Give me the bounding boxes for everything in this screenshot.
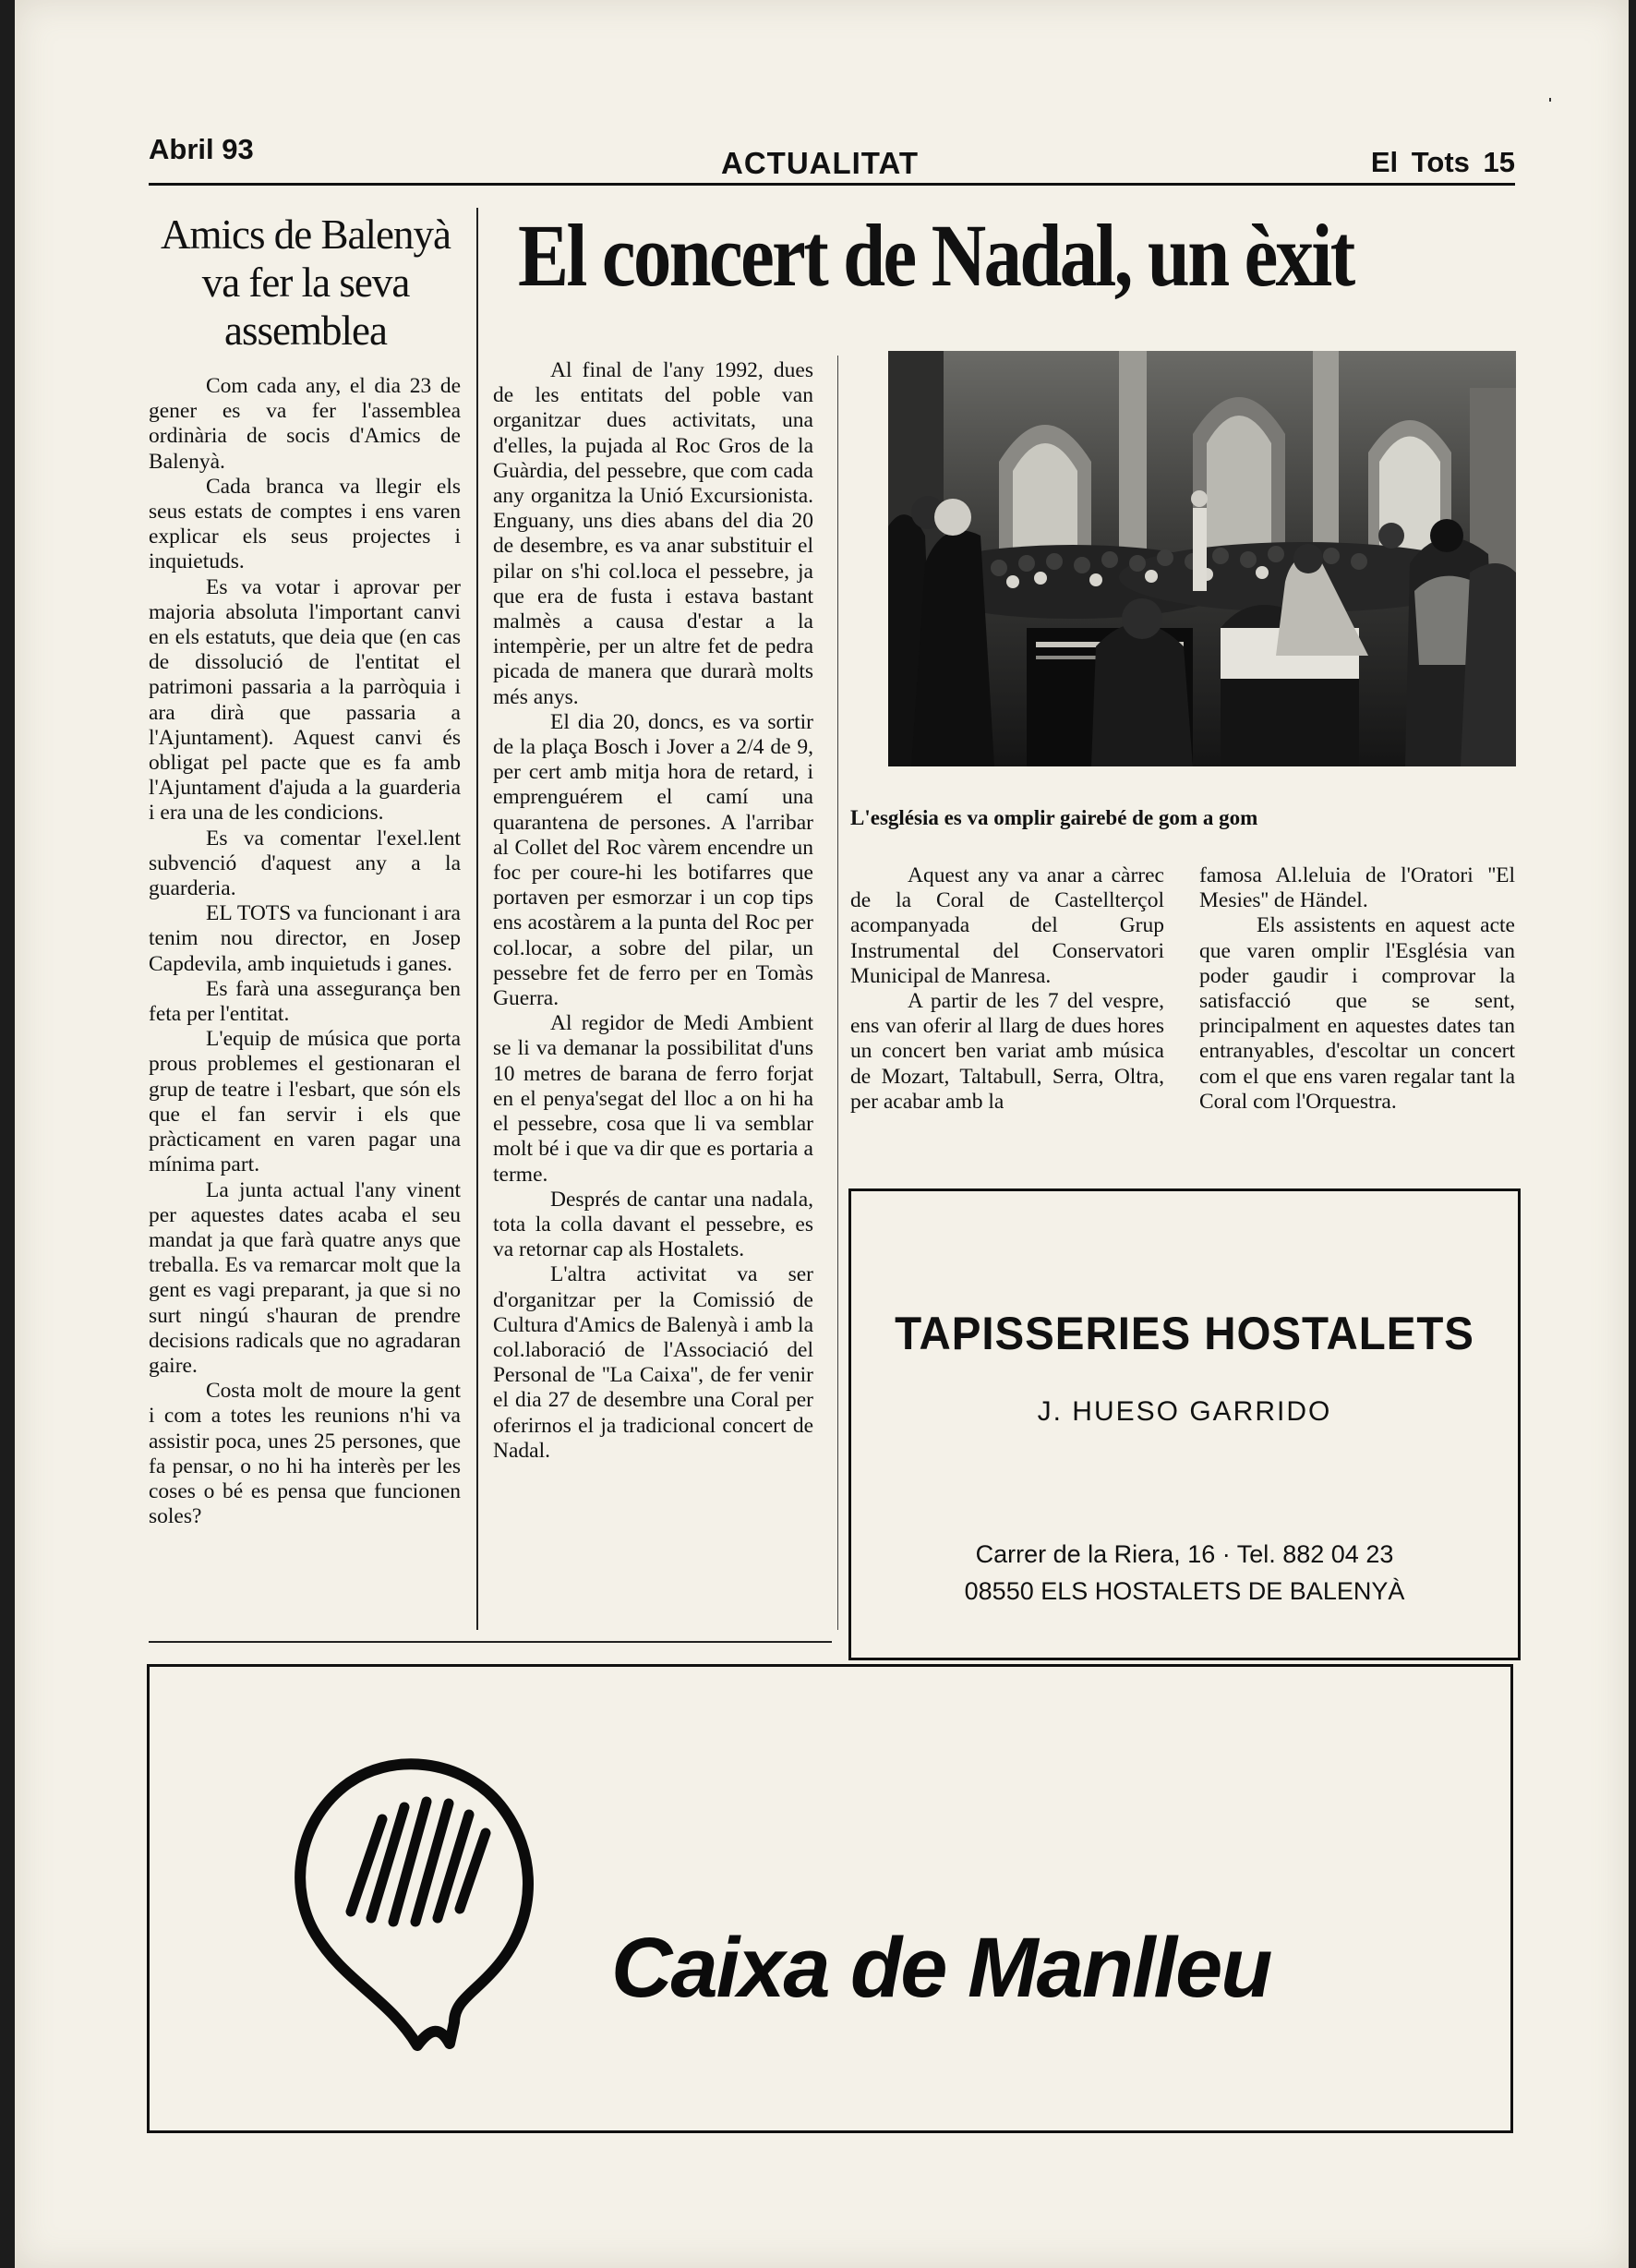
tapisseries-ad <box>848 1188 1521 1660</box>
paragraph: Cada branca va llegir els seus estats de comptes i ens varen explicar els seus projectes i inquietuds. <box>149 474 461 574</box>
section-rule <box>149 1641 832 1643</box>
paragraph: Com cada any, el dia 23 de gener es va fer l'assemblea ordinària de socis d'Amics de Balenyà. <box>149 374 461 474</box>
main-article-column-2 <box>850 863 1164 1115</box>
paragraph: Els assistents en aquest acte que varen omplir l'Església van poder gaudir i comprovar la satisfacció que se sent, principalment en aquestes dates tan entranyables, d'escoltar un concert com el que ens varen regalar tant la Coral com l'Orquestra. <box>1199 913 1515 1114</box>
caixa-logo-icon <box>279 1750 547 2055</box>
paragraph: famosa Al.leluia de l'Oratori ''El Mesies'' de Händel. <box>1199 863 1515 913</box>
publication-page: El Tots 15 <box>1370 146 1515 178</box>
main-article-column-3 <box>1199 863 1515 1115</box>
paragraph: Aquest any va anar a càrrec de la Coral de Castellterçol acompanyada del Grup Instrumental del Conservatori Municipal de Manresa. <box>850 863 1164 988</box>
page-mark <box>1549 98 1551 102</box>
left-article-title: Amics de Balenyà va fer la seva assemblea <box>161 211 451 354</box>
issue-date: Abril 93 <box>149 133 254 165</box>
column-divider-left <box>476 208 478 1630</box>
paragraph: EL TOTS va funcionant i ara tenim nou director, en Josep Capdevila, amb inquietuds i ganes. <box>149 901 461 976</box>
paragraph: El dia 20, doncs, es va sortir de la plaça Bosch i Jover a 2/4 de 9, per cert amb mitja hora de retard, i emprenguérem el camí una quarantena de persones. A l'arribar al Collet del Roc vàrem encendre un foc per coure-hi les botifarres que portaven per esmorzar i un cop tips ens acostàrem a la punta del Roc per col.locar, a sobre del pilar, un pessebre fet de ferro per en Tomàs Guerra. <box>493 709 813 1011</box>
paragraph: Després de cantar una nadala, tota la colla davant el pessebre, es va retornar cap als Hostalets. <box>493 1187 813 1262</box>
section-title: ACTUALITAT <box>721 146 920 180</box>
paragraph: Al final de l'any 1992, dues de les entitats del poble van organitzar dues activitats, una d'elles, la pujada al Roc Gros de la Guàrdia, del pessebre, que com cada any organitza la Unió Excursionista. Enguany, uns dies abans del dia 20 de desembre, es va anar substituir el pilar on s'hi col.loca el pessebre, ja que era de fusta i estava bastant malmès a causa d'estar a la intempèrie, per un altre fet de pedra picada de manera que durarà molts més anys. <box>493 358 813 709</box>
paragraph: A partir de les 7 del vespre, ens van oferir al llarg de dues hores un concert ben variat amb música de Mozart, Taltabull, Serra, Oltra, per acabar amb la <box>850 989 1164 1114</box>
photo-caption: L'església es va omplir gairebé de gom a gom <box>850 806 1258 829</box>
paragraph: L'altra activitat va ser d'organitzar per la Comissió de Cultura d'Amics de Balenyà i amb la col.laboració de l'Associació del Personal de ''La Caixa'', de fer venir el dia 27 de desembre una Coral per oferirnos el ja tradicional concert de Nadal. <box>493 1262 813 1463</box>
ad-owner-name: J. HUESO GARRIDO <box>1037 1396 1332 1427</box>
ad-address-street: Carrer de la Riera, 16 · Tel. 882 04 23 <box>975 1540 1394 1568</box>
paragraph: Al regidor de Medi Ambient se li va demanar la possibilitat d'uns 10 metres de barana de ferro forjat en el penya'segat del lloc a on hi ha el pessebre, cosa que li va semblar molt bé i que va dir que es portaria a terme. <box>493 1011 813 1187</box>
header-rule <box>149 183 1515 186</box>
paragraph: Es farà una assegurança ben feta per l'entitat. <box>149 976 461 1027</box>
paragraph: L'equip de música que porta prous problemes el gestionaran el grup de teatre i l'esbart, que són els que el fan servir i els que pràcticament en varen pagar una mínima part. <box>149 1027 461 1177</box>
paragraph: Costa molt de moure la gent i com a totes les reunions n'hi va assistir poca, unes 25 persones, que fa pensar, o no hi ha interès per les coses o bé es pensa que funcionen soles? <box>149 1379 461 1529</box>
ad-company-name: TAPISSERIES HOSTALETS <box>895 1308 1474 1359</box>
column-divider-main <box>837 356 838 1630</box>
caixa-brand-name: Caixa de Manlleu <box>611 1921 1271 2015</box>
main-article-title: El concert de Nadal, un èxit <box>518 206 1353 305</box>
page-header <box>149 126 1515 181</box>
concert-photo <box>888 351 1516 766</box>
newspaper-page <box>15 0 1629 2268</box>
ad-address-town: 08550 ELS HOSTALETS DE BALENYÀ <box>964 1577 1405 1605</box>
paragraph: La junta actual l'any vinent per aquestes dates acaba el seu mandat ja que farà quatre anys que treballa. Es va remarcar molt que la gent es vagi preparant, ja que si no surt ningú s'hauran de prendre decisions radicals que no agradaran gaire. <box>149 1177 461 1378</box>
caixa-manlleu-ad <box>147 1664 1513 2133</box>
left-article-body <box>149 374 461 1529</box>
paragraph: Es va comentar l'exel.lent subvenció d'aquest any a la guarderia. <box>149 826 461 901</box>
main-article-column-1 <box>493 358 813 1464</box>
paragraph: Es va votar i aprovar per majoria absoluta l'important canvi en els estatuts, que deia que (en cas de dissolució de l'entitat el patrimoni passaria a la parròquia i ara dirà que passaria a l'Ajuntament). Aquest canvi és obligat pel pacte que es fa amb l'Ajuntament d'ajuda a la guarderia i era una de les condicions. <box>149 574 461 826</box>
